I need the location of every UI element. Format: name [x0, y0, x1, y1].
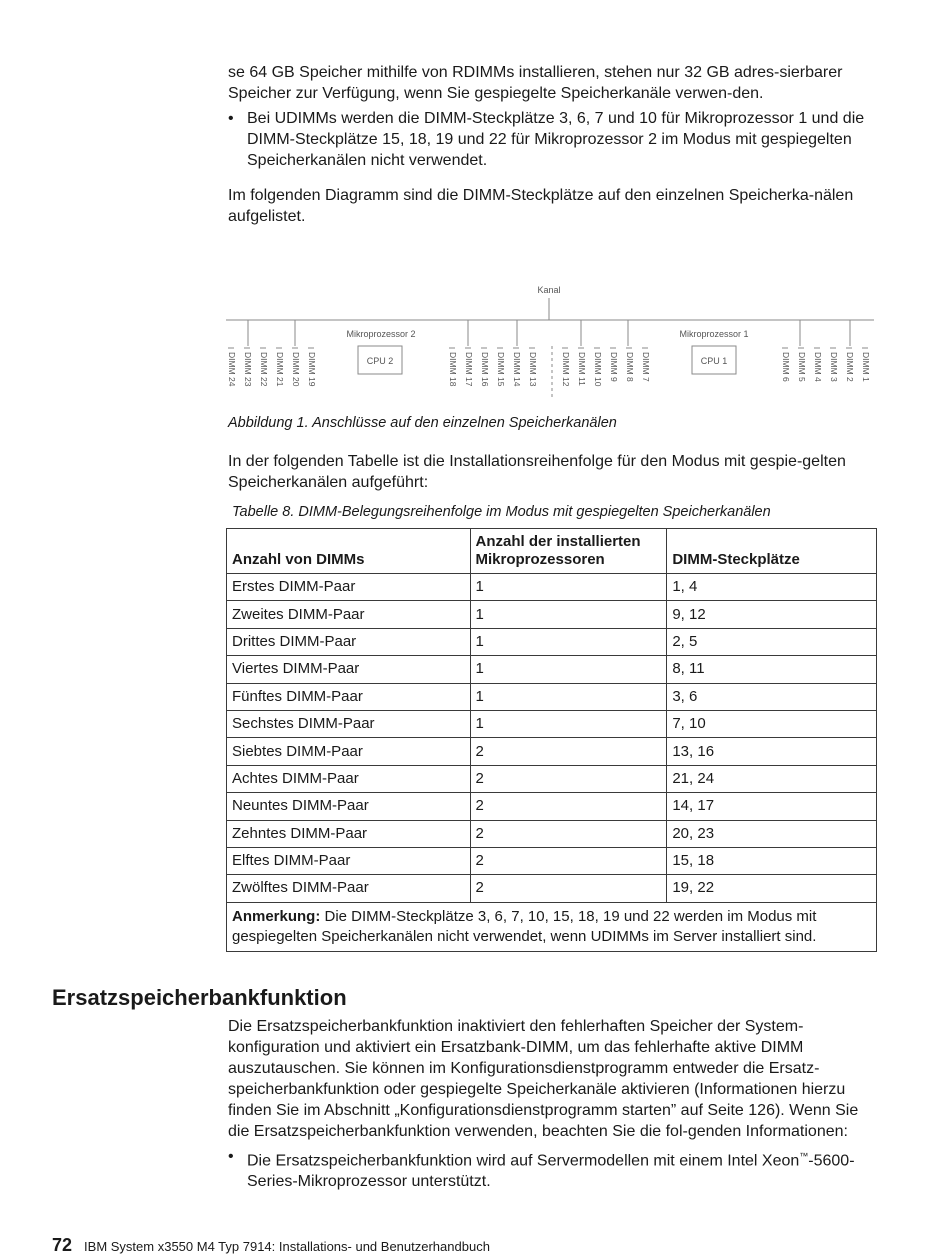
cell-cpu-count: 1 — [470, 710, 667, 737]
dimm-slot-label: DIMM 12 — [561, 352, 571, 387]
cell-slots: 1, 4 — [667, 574, 877, 601]
cell-dimm-pair: Erstes DIMM-Paar — [227, 574, 471, 601]
table-row — [227, 847, 877, 874]
table-row — [227, 656, 877, 683]
cpu1-box: CPU 1 — [700, 356, 728, 366]
table-row — [227, 765, 877, 792]
cell-cpu-count: 2 — [470, 793, 667, 820]
dimm-slot-label: DIMM 24 — [227, 352, 237, 387]
intro-continuation: se 64 GB Speicher mithilfe von RDIMMs installieren, stehen nur 32 GB adres-sierbarer Speicher zur Verfügung, wenn Sie gespiegelte Speicherkanäle verwen-den. — [228, 64, 843, 102]
table-row — [227, 820, 877, 847]
section-body — [228, 1016, 874, 1192]
header-cpu-count: Anzahl der installierten Mikroprozessoren — [470, 529, 667, 574]
table-body — [227, 574, 877, 903]
cell-dimm-pair: Zweites DIMM-Paar — [227, 601, 471, 628]
cell-dimm-pair: Siebtes DIMM-Paar — [227, 738, 471, 765]
dimm-slot-label: DIMM 11 — [577, 352, 587, 386]
header-dimm-count: Anzahl von DIMMs — [227, 529, 471, 574]
table-note-row — [227, 902, 877, 951]
table-row — [227, 628, 877, 655]
cell-slots: 7, 10 — [667, 710, 877, 737]
cell-slots: 3, 6 — [667, 683, 877, 710]
section-heading: Ersatzspeicherbankfunktion — [52, 985, 347, 1010]
dimm-slot-label: DIMM 13 — [528, 352, 538, 387]
cell-slots: 14, 17 — [667, 793, 877, 820]
note-text: Die DIMM-Steckplätze 3, 6, 7, 10, 15, 18, 19 und 22 werden im Modus mit gespiegelten Speicherkanälen nicht verwendet, wenn UDIMMs im Server installiert sind. — [232, 907, 817, 945]
xeon-bullet — [228, 1146, 874, 1192]
table-lead: In der folgenden Tabelle ist die Installationsreihenfolge für den Modus mit gespie-gelten Speicherkanälen aufgeführt: — [228, 453, 846, 491]
dimm-slot-label: DIMM 15 — [496, 352, 506, 387]
dimm-slot-label: DIMM 16 — [480, 352, 490, 387]
udimm-bullet: • Bei UDIMMs werden die DIMM-Steckplätze 3, 6, 7 und 10 für Mikroprozessor 1 und die DIMM-Steckplätze 15, 18, 19 und 22 für Mikroprozessor 2 im Modus mit gespiegelten Speicherkanälen nicht verwendet. — [228, 108, 874, 171]
dimm-slot-label: DIMM 17 — [464, 352, 474, 387]
cell-slots: 8, 11 — [667, 656, 877, 683]
table-row — [227, 738, 877, 765]
dimm-slot-label: DIMM 23 — [243, 352, 253, 387]
cell-cpu-count: 2 — [470, 875, 667, 902]
table-row — [227, 875, 877, 902]
table-row — [227, 683, 877, 710]
note-label: Anmerkung: — [232, 907, 321, 925]
cell-slots: 15, 18 — [667, 847, 877, 874]
intro-block — [228, 62, 874, 227]
dimm-slot-label: DIMM 20 — [291, 352, 301, 387]
cell-cpu-count: 1 — [470, 574, 667, 601]
cell-dimm-pair: Neuntes DIMM-Paar — [227, 793, 471, 820]
dimm-slot-label: DIMM 21 — [275, 352, 285, 387]
cell-cpu-count: 1 — [470, 683, 667, 710]
page-number: 72 — [52, 1235, 73, 1255]
cell-dimm-pair: Sechstes DIMM-Paar — [227, 710, 471, 737]
cell-slots: 21, 24 — [667, 765, 877, 792]
dimm-slot-label: DIMM 14 — [512, 352, 522, 387]
table-row — [227, 710, 877, 737]
trademark-mark: ™ — [799, 1151, 809, 1161]
cell-slots: 20, 23 — [667, 820, 877, 847]
dimm-slot-label: DIMM 6 — [781, 352, 791, 382]
dimm-slot-label: DIMM 10 — [593, 352, 603, 387]
dimm-slot-label: DIMM 22 — [259, 352, 269, 387]
cell-dimm-pair: Drittes DIMM-Paar — [227, 628, 471, 655]
table-row — [227, 601, 877, 628]
dimm-slot-label: DIMM 18 — [448, 352, 458, 387]
dimm-slot-label: DIMM 5 — [797, 352, 807, 382]
cell-dimm-pair: Elftes DIMM-Paar — [227, 847, 471, 874]
cell-cpu-count: 2 — [470, 847, 667, 874]
table-note — [227, 902, 877, 951]
channel-label: Kanal — [537, 285, 561, 295]
xeon-bullet-pre: Die Ersatzspeicherbankfunktion wird auf Servermodellen mit einem Intel Xeon — [247, 1152, 800, 1170]
cell-dimm-pair: Zwölftes DIMM-Paar — [227, 875, 471, 902]
figure-caption: Abbildung 1. Anschlüsse auf den einzelnen Speicherkanälen — [228, 415, 617, 431]
dimm-slot-label: DIMM 4 — [813, 352, 823, 382]
header-slots: DIMM-Steckplätze — [667, 529, 877, 574]
cpu1-group-label: Mikroprozessor 1 — [679, 329, 749, 339]
cell-slots: 2, 5 — [667, 628, 877, 655]
table-header-row — [227, 529, 877, 574]
cell-cpu-count: 2 — [470, 765, 667, 792]
dimm-slot-label: DIMM 3 — [829, 352, 839, 382]
table-row — [227, 574, 877, 601]
dimm-slot-label: DIMM 8 — [625, 352, 635, 382]
dimm-slot-label: DIMM 9 — [609, 352, 619, 382]
dimm-slot-label: DIMM 2 — [845, 352, 855, 382]
cpu2-box: CPU 2 — [366, 356, 394, 366]
cell-cpu-count: 1 — [470, 656, 667, 683]
cell-dimm-pair: Fünftes DIMM-Paar — [227, 683, 471, 710]
table-row — [227, 793, 877, 820]
memory-channel-diagram — [226, 280, 876, 400]
cell-cpu-count: 2 — [470, 820, 667, 847]
cell-cpu-count: 1 — [470, 628, 667, 655]
dimm-slot-label: DIMM 7 — [641, 352, 651, 382]
footer-title: IBM System x3550 M4 Typ 7914: Installations- und Benutzerhandbuch — [84, 1239, 490, 1254]
xeon-bullet-post: -5600-Series-Mikroprozessor unterstützt. — [247, 1152, 855, 1191]
dimm-slot-label: DIMM 19 — [307, 352, 317, 387]
cell-cpu-count: 2 — [470, 738, 667, 765]
cell-slots: 9, 12 — [667, 601, 877, 628]
cpu2-group-label: Mikroprozessor 2 — [346, 329, 416, 339]
table-caption: Tabelle 8. DIMM-Belegungsreihenfolge im Modus mit gespiegelten Speicherkanälen — [232, 504, 771, 520]
dimm-slot-label: DIMM 1 — [861, 352, 871, 382]
cell-slots: 13, 16 — [667, 738, 877, 765]
cell-slots: 19, 22 — [667, 875, 877, 902]
cell-cpu-count: 1 — [470, 601, 667, 628]
cell-dimm-pair: Viertes DIMM-Paar — [227, 656, 471, 683]
page-footer — [52, 1236, 490, 1256]
section-paragraph: Die Ersatzspeicherbankfunktion inaktiviert den fehlerhaften Speicher der System-konfiguration und aktiviert ein Ersatzbank-DIMM, um das fehlerhafte aktive DIMM auszutauschen. Sie können im Konfigurationsdienstprogramm entweder die Ersatz-speicherbankfunktion oder gespiegelte Speicherkanäle aktivieren (Informationen hierzu finden Sie im Abschnitt „Konfigurationsdienstprogramm starten” auf Seite 126). Wenn Sie die Ersatzspeicherbankfunktion verwenden, beachten Sie die fol-genden Informationen: — [228, 1018, 859, 1140]
cell-dimm-pair: Zehntes DIMM-Paar — [227, 820, 471, 847]
diagram-lead: Im folgenden Diagramm sind die DIMM-Steckplätze auf den einzelnen Speicherka-nälen aufgelistet. — [228, 187, 854, 225]
cell-dimm-pair: Achtes DIMM-Paar — [227, 765, 471, 792]
dimm-population-table — [226, 528, 877, 952]
